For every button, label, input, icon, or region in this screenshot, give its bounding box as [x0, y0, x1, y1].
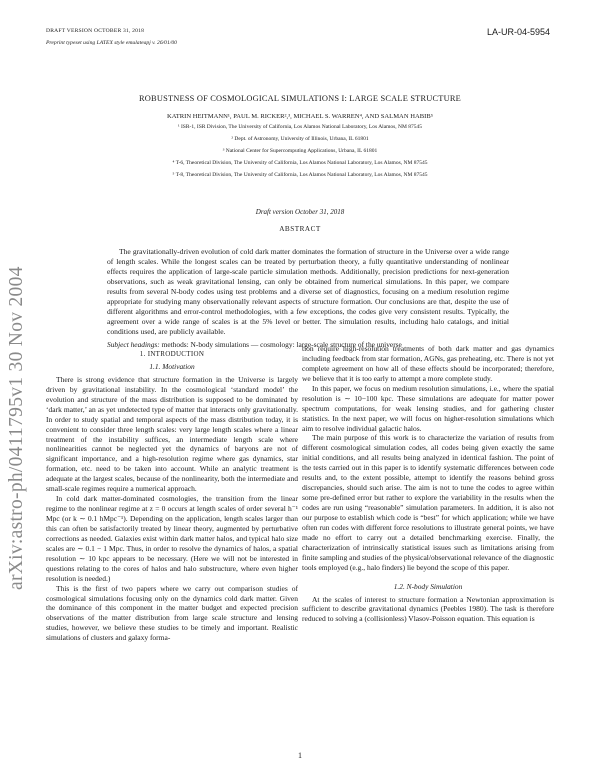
arxiv-stamp[interactable]: arXiv:astro-ph/0411795v1 30 Nov 2004 — [6, 266, 27, 590]
subsection-heading: 1.1. Motivation — [149, 361, 195, 371]
paragraph: The main purpose of this work is to characterize the variation of results from different cosmological simulation codes, all codes being given exactly the same initial conditions, and all results being analyzed in identical fashion. The point of the tests carried out in this paper is to identify systematic differences between code results and, to the extent possible, attempt to identify the reasons behind gross discrepancies, should such arise. The aim is not to tune the codes to agree within some pre-defined error but rather to explore the variability in the results when the codes are run using “reasonable” simulation parameters. In addition, it is also not our purpose to establish which code is “best” for which application; while we have often run codes with different force resolutions to illustrate general points, we have made no effort to carry out a detailed benchmarking exercise. Finally, the characterization of intrinsically statistical issues such as limitations arising from finite sampling and studies of the physical/observational relevance of the diagnostic tools employed (e.g., halo finders) lie beyond the scope of this paper. — [302, 433, 554, 572]
affiliation: ⁴ T-6, Theoretical Division, The University of California, Los Alamos National Laboratory, Los Alamos, NM 87545 — [172, 160, 428, 166]
left-column — [46, 344, 298, 643]
right-column — [302, 344, 554, 624]
affiliation: ¹ ISR-1, ISR Division, The University of California, Los Alamos National Laboratory, Los Alamos, NM 87545 — [177, 124, 423, 130]
paragraph: There is strong evidence that structure formation in the Universe is largely driven by gravitational instability. In the cosmological ‘standard model’ the evolution and structure of the mass distribution is supposed to be dominated by ‘dark matter,’ an as yet undetected type of matter that interacts only gravitationally. In order to study spatial and temporal aspects of the mass distribution today, it is convenient to consider three length scales: very large length scales where a linear treatment of the instability suffices, an intermediate length scale where nonlinearities cannot be neglected yet the dynamics of baryons are not of significant importance, and a high-resolution regime where gas dynamics, star formation, etc. need to be taken into account. While an analytic treatment is adequate at the largest scales, because of the nonlinearity, both the intermediate and small-scale regimes require a numerical approach. — [46, 374, 298, 494]
section-heading: 1. INTRODUCTION — [139, 350, 205, 358]
paragraph: In this paper, we focus on medium resolution simulations, i.e., where the spatial resolution is ∼ 10−100 kpc. These simulations are adequate for matter power spectrum computations, for weak lensing studies, and for gathering cluster statistics. In the next paper, we will focus on higher-resolution simulations which aim to resolve individual galactic halos. — [302, 383, 554, 433]
paragraph: In cold dark matter-dominated cosmologies, the transition from the linear regime to the nonlinear regime at z = 0 occurs at length scales of order several h⁻¹ Mpc (or k ∼ 0.1 hMpc⁻¹). Depending on the application, length scales larger than this can often be satisfactorily treated by linear theory, augmented by perturbative corrections as needed. Galaxies exist within dark matter halos, and typical halo size scales are ∼ 0.1 − 1 Mpc. Thus, in order to resolve the dynamics of halos, a spatial resolution ∼ 10 kpc appears to be necessary. (Here we will not be interested in questions relating to the cores of halos and halo substructure, where even higher resolution is needed.) — [46, 494, 298, 583]
paragraph: tion require high-resolution treatments of both dark matter and gas dynamics including feedback from star formation, AGNs, gas preheating, etc. There is not yet complete agreement on how all of these effects should be incorporated; therefore, we believe that it is too early to attempt a more complete study. — [302, 344, 554, 383]
page-number: 1 — [298, 751, 302, 760]
running-header: DRAFT VERSION OCTOBER 31, 2018 — [46, 28, 145, 34]
subject-text: methods: N-body simulations — cosmology: large-scale structure of the universe — [159, 340, 402, 349]
subsection-heading: 1.2. N-body Simulation — [393, 581, 463, 591]
abstract-heading: ABSTRACT — [279, 225, 321, 233]
author-list: KATRIN HEITMANN¹, PAUL M. RICKER²,³, MICHAEL S. WARREN⁴, AND SALMAN HABIB⁵ — [166, 113, 434, 120]
subject-label: Subject headings: — [107, 340, 160, 349]
paper-title: ROBUSTNESS OF COSMOLOGICAL SIMULATIONS I: LARGE SCALE STRUCTURE — [139, 94, 461, 103]
report-id: LA-UR-04-5954 — [486, 27, 550, 37]
affiliation: ³ National Center for Supercomputing Applications, Urbana, IL 61801 — [222, 148, 378, 154]
paragraph: At the scales of interest to structure formation a Newtonian approximation is sufficient to describe gravitational dynamics (Peebles 1980). The task is therefore reduced to solving a (collisionless) Vlasov-Poisson equation. This equation is — [302, 594, 554, 624]
abstract-text: The gravitationally-driven evolution of cold dark matter dominates the formation of structure in the Universe over a wide range of length scales. While the longest scales can be treated by perturbation theory, a fully quantitative understanding of nonlinear effects requires the application of large-scale particle simulation methods. Additionally, precision predictions for next-generation observations, such as weak gravitational lensing, can only be obtained from numerical simulations. In this paper, we compare results from several N-body codes using test problems and a diverse set of diagnostics, focusing on a medium resolution regime appropriate for studying many observationally relevant aspects of structure formation. Our conclusions are that, despite the use of different algorithms and error-control methodologies, with a few exceptions, the codes give very consistent results. Typically, the agreement over a wide range of scales is at the 5% level or better. The simulation results, including halo catalogs, and initial conditions used, are publicly available. — [107, 246, 509, 336]
affiliation: ² Dept. of Astronomy, University of Illinois, Urbana, IL 61801 — [231, 136, 369, 142]
draft-version: Draft version October 31, 2018 — [255, 208, 345, 216]
paragraph: This is the first of two papers where we carry out comparison studies of cosmological simulations focusing only on the dynamics cold dark matter. Given the dominance of this component in the matter budget and expected precision observations of the matter distribution from large scale structure and lensing studies, however, we believe these studies to be timely and important. Realistic simulations of clusters and galaxy forma- — [46, 583, 298, 643]
preprint-note: Preprint typeset using LATEX style emulateapj v. 26/01/00 — [46, 40, 177, 46]
affiliation: ⁵ T-8, Theoretical Division, The University of California, Los Alamos National Laboratory, Los Alamos, NM 87545 — [172, 172, 428, 178]
